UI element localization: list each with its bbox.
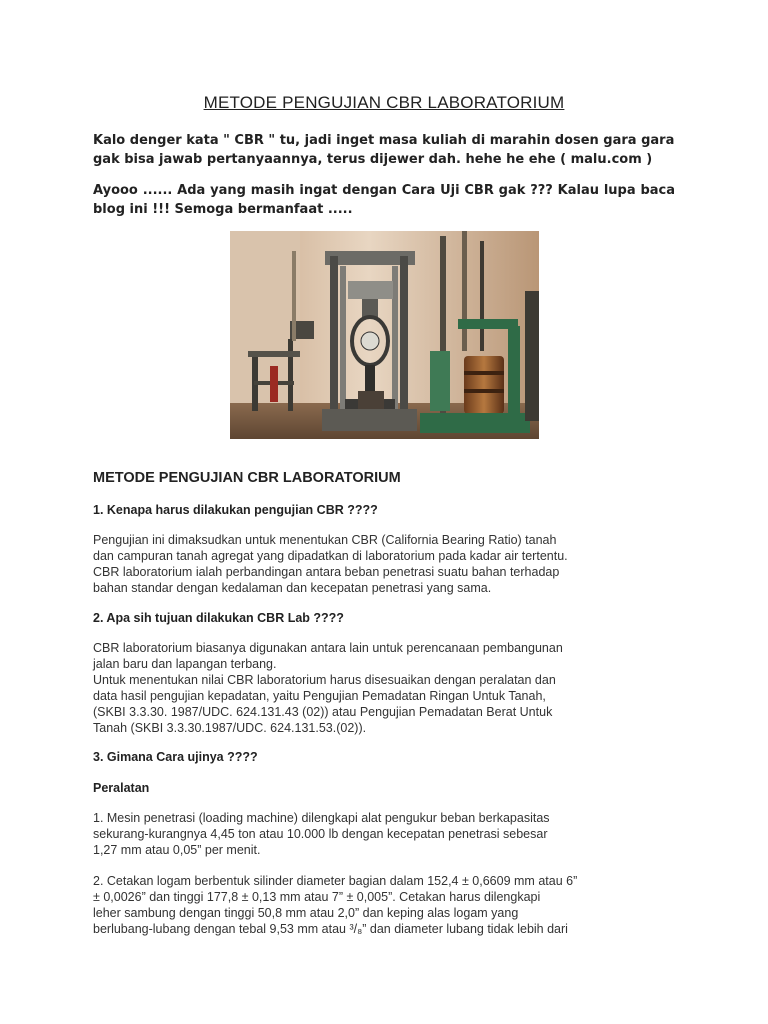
cbr-laboratory-equipment-photo xyxy=(230,231,539,439)
equipment-subheading: Peralatan xyxy=(93,781,150,795)
question-3-heading: 3. Gimana Cara ujinya ???? xyxy=(93,750,258,764)
intro-paragraph-1: Kalo denger kata " CBR " tu, jadi inget masa kuliah di marahin dosen gara gara gak bisa jawab pertanyaannya, terus dijewer dah. hehe he ehe ( malu.com ) xyxy=(93,133,675,167)
page-title: METODE PENGUJIAN CBR LABORATORIUM xyxy=(203,93,565,112)
intro-paragraph-2: Ayooo ...... Ada yang masih ingat dengan Cara Uji CBR gak ??? Kalau lupa baca blog ini !!! Semoga bermanfaat ..... xyxy=(93,183,675,217)
section-title: METODE PENGUJIAN CBR LABORATORIUM xyxy=(93,470,401,486)
question-1-heading: 1. Kenapa harus dilakukan pengujian CBR ???? xyxy=(93,503,378,517)
equipment-item-1: 1. Mesin penetrasi (loading machine) dilengkapi alat pengukur beban berkapasitas sekurang-kurangnya 4,45 ton atau 10.000 lb dengan kecepatan penetrasi sebesar 1,27 mm atau 0,05” per menit. xyxy=(93,811,550,857)
question-2-text: CBR laboratorium biasanya digunakan antara lain untuk perencanaan pembangunan jalan baru dan lapangan terbang. Untuk menentukan nilai CBR laboratorium harus disesuaikan dengan peralatan dan data hasil pengujian kepadatan, yaitu Pengujian Pemadatan Ringan Untuk Tanah, (SKBI 3.3.30. 1987/UDC. 624.131.43 (02)) atau Pengujian Pemadatan Berat Untuk Tanah (SKBI 3.3.30.1987/UDC. 624.131.53.(02)). xyxy=(93,641,563,735)
question-2-heading: 2. Apa sih tujuan dilakukan CBR Lab ???? xyxy=(93,611,344,625)
equipment-item-2: 2. Cetakan logam berbentuk silinder diameter bagian dalam 152,4 ± 0,6609 mm atau 6” ± 0,0026” dan tinggi 177,8 ± 0,13 mm atau 7” ± 0,005”. Cetakan harus dilengkapi leher sambung dengan tinggi 50,8 mm atau 2,0” dan keping alas logam yang berlubang-lubang dengan tebal 9,53 mm atau ³/₈” dan diameter lubang tidak lebih dari xyxy=(93,874,578,936)
question-1-text: Pengujian ini dimaksudkan untuk menentukan CBR (California Bearing Ratio) tanah dan campuran tanah agregat yang dipadatkan di laboratorium pada kadar air tertentu. CBR laboratorium ialah perbandingan antara beban penetrasi suatu bahan terhadap bahan standar dengan kedalaman dan kecepatan penetrasi yang sama. xyxy=(93,533,568,595)
